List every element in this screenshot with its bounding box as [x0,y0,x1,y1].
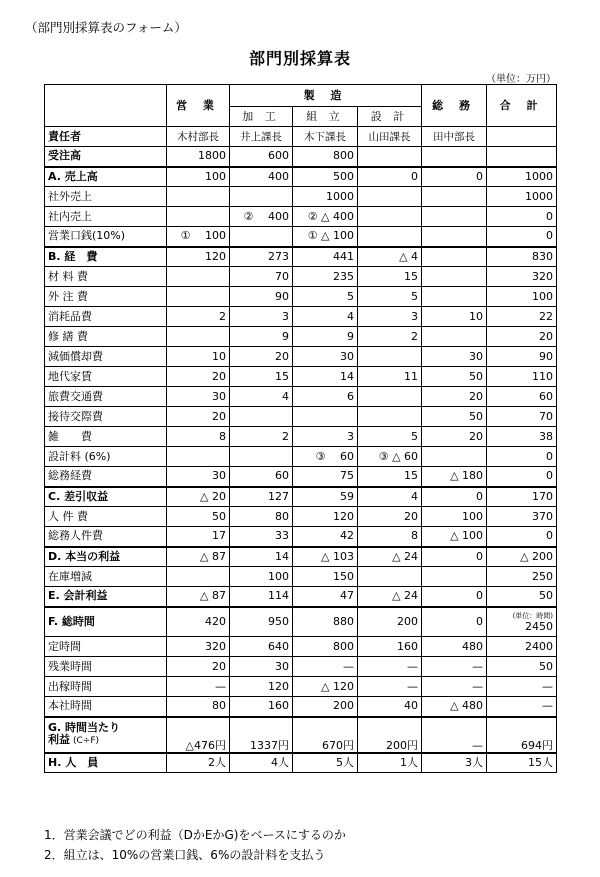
table-row [45,677,557,697]
table-cell: 10 [422,307,487,327]
table-cell: 170 [487,487,557,507]
table-cell: 1000 [293,187,358,207]
table-cell: 670円 [293,717,358,753]
table-cell [358,227,422,247]
table-cell: 200 [358,607,422,637]
table-row [45,127,557,147]
table-row [45,167,557,187]
table-cell: 38 [487,427,557,447]
col-header-kumitate: 組 立 [293,107,358,127]
table-cell: 2400 [487,637,557,657]
table-cell: 50 [167,507,230,527]
table-cell: — [293,657,358,677]
table-cell: 800 [293,637,358,657]
table-cell: 150 [293,567,358,587]
table-cell: 100 [167,167,230,187]
row-label: 責任者 [45,127,167,147]
table-cell: 2 [358,327,422,347]
row-label: A. 売上高 [45,167,167,187]
table-cell: 100 [230,567,293,587]
table-cell [422,207,487,227]
row-label: 設計料 (6%) [45,447,167,467]
table-cell: 30 [230,657,293,677]
table-cell: 10 [167,347,230,367]
table-cell: 17 [167,527,230,547]
col-header-sekkei: 設 計 [358,107,422,127]
table-cell: 200 [293,697,358,717]
table-cell: 400 [230,167,293,187]
table-cell: 47 [293,587,358,607]
table-cell: 880 [293,607,358,637]
table-cell: — [358,657,422,677]
table-cell: 0 [487,467,557,487]
table-row [45,227,557,247]
table-cell [422,147,487,167]
table-row [45,387,557,407]
table-cell [230,447,293,467]
table-cell [167,447,230,467]
table-cell [167,187,230,207]
table-cell: 640 [230,637,293,657]
table-cell: 20 [167,407,230,427]
table-cell: 15人 [487,753,557,773]
table-row [45,267,557,287]
table-cell: 250 [487,567,557,587]
table-cell [358,147,422,167]
table-cell: △ 103 [293,547,358,567]
table-cell: ③ △ 60 [358,447,422,467]
row-label: 総務人件費 [45,527,167,547]
row-label: B. 経 費 [45,247,167,267]
row-label: 営業口銭(10%) [45,227,167,247]
table-cell [358,407,422,427]
table-cell: 441 [293,247,358,267]
table-cell: 80 [167,697,230,717]
table-cell: 320 [167,637,230,657]
row-label: 接待交際費 [45,407,167,427]
table-cell: 15 [358,467,422,487]
table-cell: — [422,657,487,677]
table-cell [422,327,487,347]
table-cell: 30 [167,467,230,487]
table-cell [358,187,422,207]
table-cell: 0 [358,167,422,187]
table-cell: 50 [487,657,557,677]
table-cell: 200円 [358,717,422,753]
table-cell: 70 [230,267,293,287]
table-cell: 40 [358,697,422,717]
col-header-eigyo: 営 業 [167,85,230,127]
table-cell: △ 24 [358,587,422,607]
table-cell: 8 [358,527,422,547]
row-label-text: G. 時間当たり 利益 [48,721,121,746]
table-cell [358,387,422,407]
table-cell [230,187,293,207]
table-cell: 木村部長 [167,127,230,147]
row-label: E. 会計利益 [45,587,167,607]
table-cell: 9 [293,327,358,347]
table-cell: 0 [422,607,487,637]
table-cell: 2人 [167,753,230,773]
row-label: 在庫増減 [45,567,167,587]
table-row [45,753,557,773]
table-cell: 500 [293,167,358,187]
table-cell: 0 [487,527,557,547]
table-cell: 60 [230,467,293,487]
row-label: 消耗品費 [45,307,167,327]
table-cell [422,267,487,287]
table-cell: 20 [230,347,293,367]
table-cell: △ 100 [422,527,487,547]
table-cell: 1800 [167,147,230,167]
table-cell: 1337円 [230,717,293,753]
table-cell [167,267,230,287]
row-label: F. 総時間 [45,607,167,637]
table-row [45,207,557,227]
row-label: 出稼時間 [45,677,167,697]
table-cell: 5人 [293,753,358,773]
table-cell: 127 [230,487,293,507]
unit-label: （単位：万円） [486,74,556,85]
table-cell: △ 180 [422,467,487,487]
table-cell: 160 [358,637,422,657]
table-row [45,187,557,207]
hours-unit-label: (単位：時間) [512,611,554,620]
table-cell: ③ 60 [293,447,358,467]
table-row [45,697,557,717]
table-cell: 4人 [230,753,293,773]
table-cell: 3 [358,307,422,327]
table-cell: 14 [230,547,293,567]
table-cell [422,567,487,587]
profit-table [44,84,557,773]
table-cell [422,447,487,467]
table-cell: 50 [422,367,487,387]
table-row [45,427,557,447]
table-cell: 830 [487,247,557,267]
table-cell: 114 [230,587,293,607]
row-label: 材 料 費 [45,267,167,287]
table-cell: 4 [293,307,358,327]
row-label: 雑 費 [45,427,167,447]
table-cell: — [422,677,487,697]
table-cell: 15 [230,367,293,387]
table-cell [167,207,230,227]
col-header-seizo: 製 造 [230,85,422,107]
page-title: 部門別採算表 [248,49,351,68]
table-cell: 0 [422,587,487,607]
table-cell: 80 [230,507,293,527]
table-cell [293,407,358,427]
table-row [45,507,557,527]
table-row [45,147,557,167]
table-cell: 田中部長 [422,127,487,147]
table-cell [167,287,230,307]
table-cell: 235 [293,267,358,287]
table-cell: 5 [358,427,422,447]
table-cell: 50 [487,587,557,607]
table-cell [487,127,557,147]
table-row [45,527,557,547]
table-cell [422,227,487,247]
table-cell: 320 [487,267,557,287]
header-blank [45,85,167,127]
table-cell: 9 [230,327,293,347]
table-cell: 30 [167,387,230,407]
table-row [45,407,557,427]
row-label: 外 注 費 [45,287,167,307]
row-label: 総務経費 [45,467,167,487]
table-cell: 0 [487,447,557,467]
table-cell: 120 [230,677,293,697]
table-cell: 30 [293,347,358,367]
table-cell: 160 [230,697,293,717]
table-cell: — [167,677,230,697]
table-cell: 90 [487,347,557,367]
row-label: 定時間 [45,637,167,657]
row-label: D. 本当の利益 [45,547,167,567]
table-cell: ① △ 100 [293,227,358,247]
table-cell: 273 [230,247,293,267]
table-cell [422,247,487,267]
table-cell: ② △ 400 [293,207,358,227]
table-cell: 20 [167,367,230,387]
table-cell: 0 [422,547,487,567]
table-cell: 950 [230,607,293,637]
table-cell [422,187,487,207]
table-row [45,307,557,327]
table-cell: 2 [230,427,293,447]
table-row [45,287,557,307]
table-cell: — [487,697,557,717]
table-row [45,467,557,487]
table-cell: 800 [293,147,358,167]
table-cell [167,567,230,587]
table-cell: 120 [167,247,230,267]
table-cell: △ 20 [167,487,230,507]
table-cell: 1000 [487,167,557,187]
table-cell: △ 200 [487,547,557,567]
table-cell: — [358,677,422,697]
row-label: 受注高 [45,147,167,167]
table-row [45,327,557,347]
row-label: 社内売上 [45,207,167,227]
table-row [45,367,557,387]
table-cell: 14 [293,367,358,387]
table-cell-value: 2450 [525,619,554,633]
table-cell: 11 [358,367,422,387]
table-cell: 15 [358,267,422,287]
row-label: 残業時間 [45,657,167,677]
table-cell: 2 [167,307,230,327]
table-cell: 20 [422,427,487,447]
table-cell: 5 [293,287,358,307]
table-cell: 木下課長 [293,127,358,147]
table-cell: 0 [487,207,557,227]
table-cell: 20 [167,657,230,677]
table-cell: △ 24 [358,547,422,567]
table-cell [167,327,230,347]
footnotes [44,825,346,865]
row-label: C. 差引収益 [45,487,167,507]
table-row [45,717,557,753]
table-row [45,567,557,587]
table-cell: △ 4 [358,247,422,267]
table-cell [230,227,293,247]
col-header-somu: 総 務 [422,85,487,127]
form-caption: （部門別採算表のフォーム） [25,20,187,35]
table-cell [358,207,422,227]
table-row [45,247,557,267]
table-cell [487,147,557,167]
table-cell: — [422,717,487,753]
table-cell: 370 [487,507,557,527]
table-row [45,607,557,637]
table-cell: 110 [487,367,557,387]
table-cell: 20 [422,387,487,407]
table-cell: △ 480 [422,697,487,717]
table-cell: 3 [230,307,293,327]
row-label: 減価償却費 [45,347,167,367]
table-row [45,547,557,567]
table-cell [358,567,422,587]
table-cell: 20 [487,327,557,347]
footnote: 1．営業会議でどの利益（DかEかG)をベースにするのか [44,828,346,842]
table-cell: 694円 [487,717,557,753]
row-label: 地代家賃 [45,367,167,387]
table-cell: 井上課長 [230,127,293,147]
table-cell: 4 [230,387,293,407]
table-cell [487,607,557,637]
table-cell: 0 [487,227,557,247]
table-cell: △ 120 [293,677,358,697]
row-label: 旅費交通費 [45,387,167,407]
table-cell: 0 [422,167,487,187]
table-cell: 600 [230,147,293,167]
table-cell: 59 [293,487,358,507]
table-cell: 60 [487,387,557,407]
row-label [45,717,167,753]
col-header-kako: 加 工 [230,107,293,127]
row-label: 本社時間 [45,697,167,717]
row-label: 修 繕 費 [45,327,167,347]
table-row [45,447,557,467]
table-cell: 1人 [358,753,422,773]
table-cell: 42 [293,527,358,547]
table-cell: 5 [358,287,422,307]
table-cell: 3 [293,427,358,447]
table-cell: △476円 [167,717,230,753]
table-cell [230,407,293,427]
table-cell: 75 [293,467,358,487]
table-cell: △ 87 [167,547,230,567]
col-header-gokei: 合 計 [487,85,557,127]
table-cell: — [487,677,557,697]
table-row [45,347,557,367]
row-label: 人 件 費 [45,507,167,527]
table-cell: 33 [230,527,293,547]
table-row [45,657,557,677]
table-cell: 420 [167,607,230,637]
table-cell: 50 [422,407,487,427]
table-cell: ② 400 [230,207,293,227]
table-cell: 3人 [422,753,487,773]
row-label: 社外売上 [45,187,167,207]
table-cell: 山田課長 [358,127,422,147]
table-cell: 70 [487,407,557,427]
row-sublabel: (C÷F) [73,736,100,746]
table-cell: 100 [422,507,487,527]
table-cell: 20 [358,507,422,527]
table-cell [422,287,487,307]
footnote: 2．組立は、10%の営業口銭、6%の設計料を支払う [44,848,326,862]
table-row [45,487,557,507]
table-cell: 8 [167,427,230,447]
table-row [45,637,557,657]
table-cell: 480 [422,637,487,657]
table-cell [358,347,422,367]
table-cell: ① 100 [167,227,230,247]
table-cell: 4 [358,487,422,507]
row-label: H. 人 員 [45,753,167,773]
table-cell: 0 [422,487,487,507]
table-cell: 90 [230,287,293,307]
table-cell: 120 [293,507,358,527]
table-cell: 100 [487,287,557,307]
table-cell: 22 [487,307,557,327]
table-cell: △ 87 [167,587,230,607]
table-cell: 6 [293,387,358,407]
table-cell: 30 [422,347,487,367]
table-cell: 1000 [487,187,557,207]
table-row [45,587,557,607]
